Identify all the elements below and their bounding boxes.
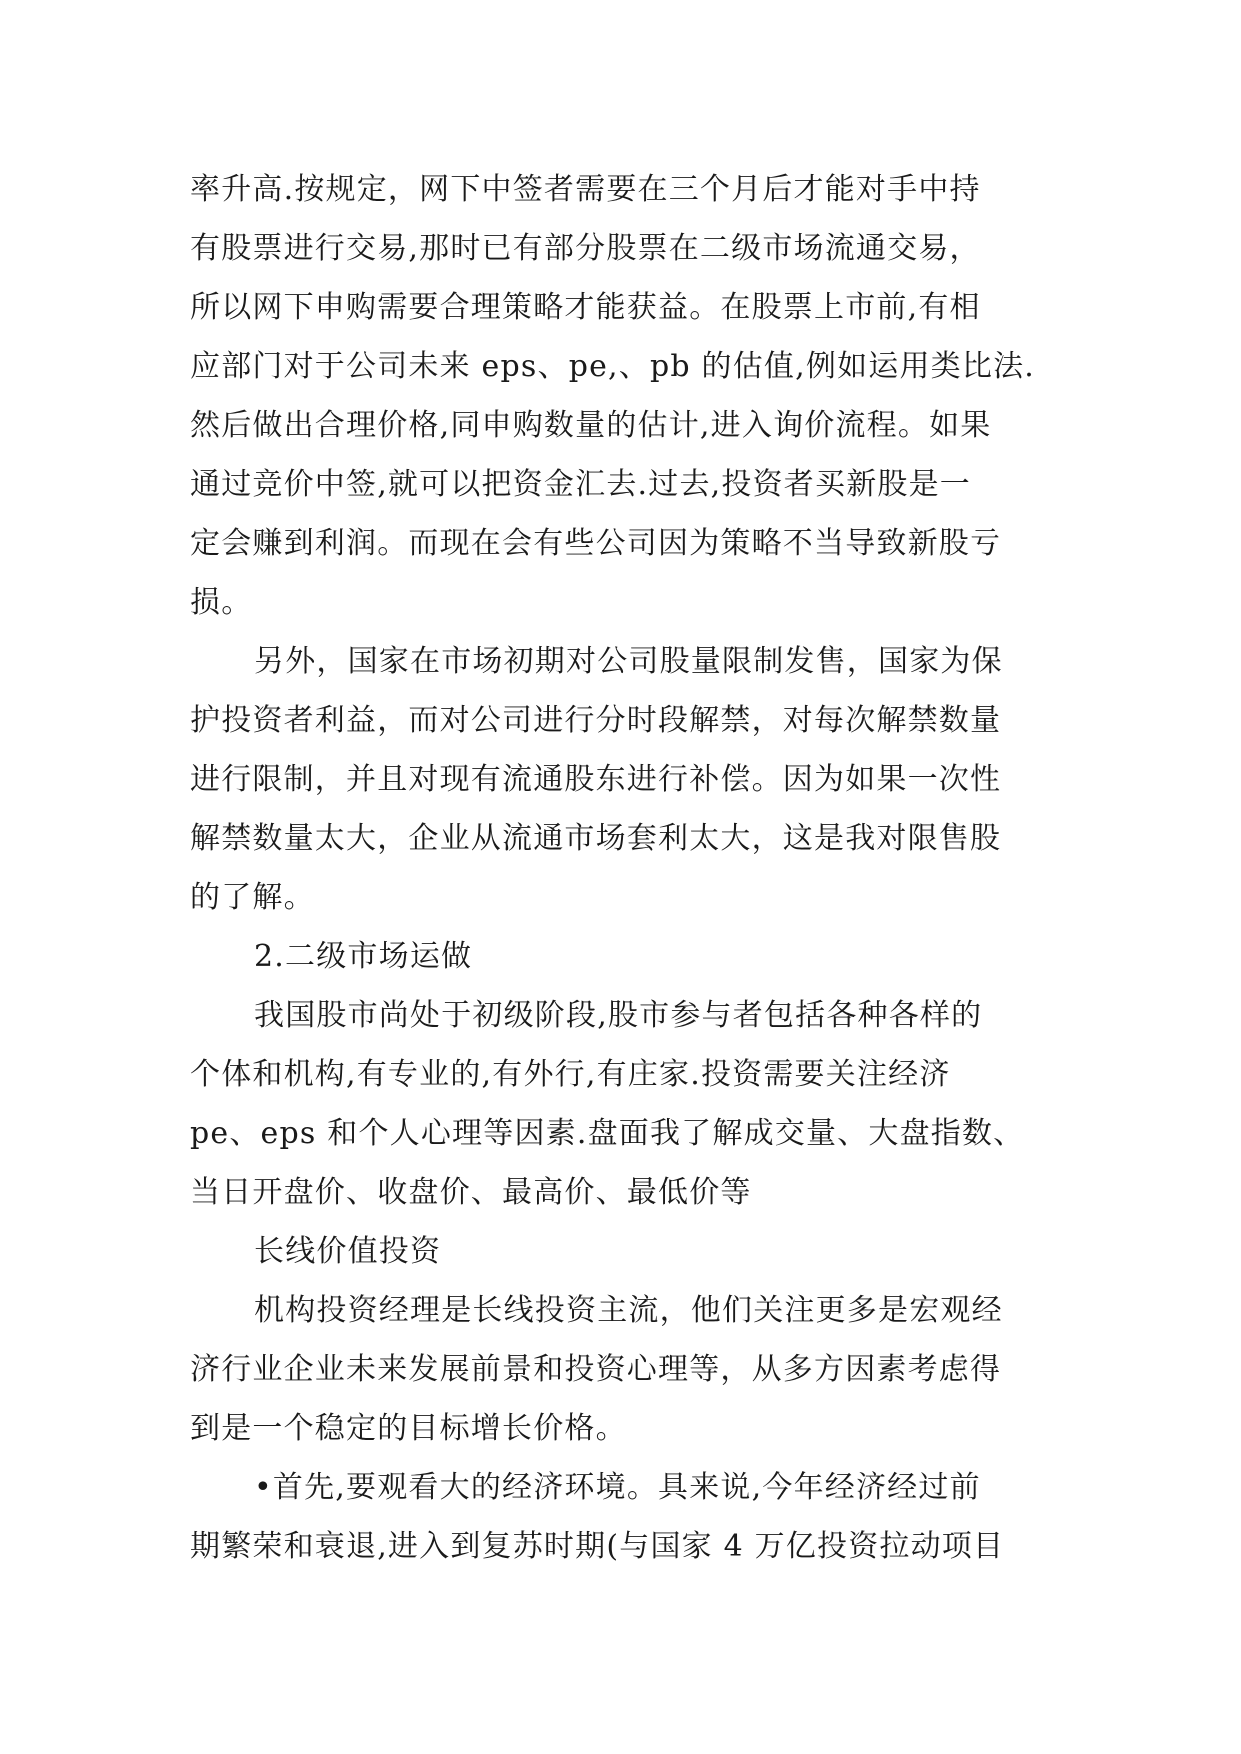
text-line: 个体和机构,有专业的,有外行,有庄家.投资需要关注经济: [190, 1057, 951, 1092]
text-line: 有股票进行交易,那时已有部分股票在二级市场流通交易，: [190, 231, 981, 266]
text-line: •首先,要观看大的经济环境。具来说,今年经济经过前: [254, 1470, 981, 1505]
text-line: 应部门对于公司未来 eps、pe,、pb 的估值,例如运用类比法.: [190, 349, 1035, 384]
text-line: 定会赚到利润。而现在会有些公司因为策略不当导致新股亏: [190, 526, 1002, 561]
text-line: 率升高.按规定，网下中签者需要在三个月后才能对手中持: [190, 172, 981, 207]
text-line: 通过竞价中签,就可以把资金汇去.过去,投资者买新股是一: [190, 467, 972, 502]
text-line: 2.二级市场运做: [254, 939, 473, 974]
text-line: 当日开盘价、收盘价、最高价、最低价等: [190, 1175, 752, 1210]
text-line: pe、eps 和个人心理等因素.盘面我了解成交量、大盘指数、: [190, 1116, 1025, 1151]
text-line: 解禁数量太大，企业从流通市场套利太大，这是我对限售股: [190, 821, 1002, 856]
text-line: 另外，国家在市场初期对公司股量限制发售，国家为保: [254, 644, 1003, 679]
text-line: 济行业企业未来发展前景和投资心理等，从多方因素考虑得: [190, 1352, 1002, 1387]
text-line: 机构投资经理是长线投资主流，他们关注更多是宏观经: [254, 1293, 1003, 1328]
text-line: 我国股市尚处于初级阶段,股市参与者包括各种各样的: [254, 998, 983, 1033]
text-line: 长线价值投资: [254, 1234, 442, 1269]
text-line: 期繁荣和衰退,进入到复苏时期(与国家 4 万亿投资拉动项目: [190, 1529, 1005, 1564]
text-line: 然后做出合理价格,同申购数量的估计,进入询价流程。如果: [190, 408, 992, 443]
text-line: 所以网下申购需要合理策略才能获益。在股票上市前,有相: [190, 290, 981, 325]
text-line: 进行限制，并且对现有流通股东进行补偿。因为如果一次性: [190, 762, 1002, 797]
text-line: 损。: [190, 585, 253, 620]
text-line: 的了解。: [190, 880, 315, 915]
text-line: 到是一个稳定的目标增长价格。: [190, 1411, 627, 1446]
document-body: [190, 160, 1060, 1576]
text-line: 护投资者利益，而对公司进行分时段解禁，对每次解禁数量: [190, 703, 1002, 738]
